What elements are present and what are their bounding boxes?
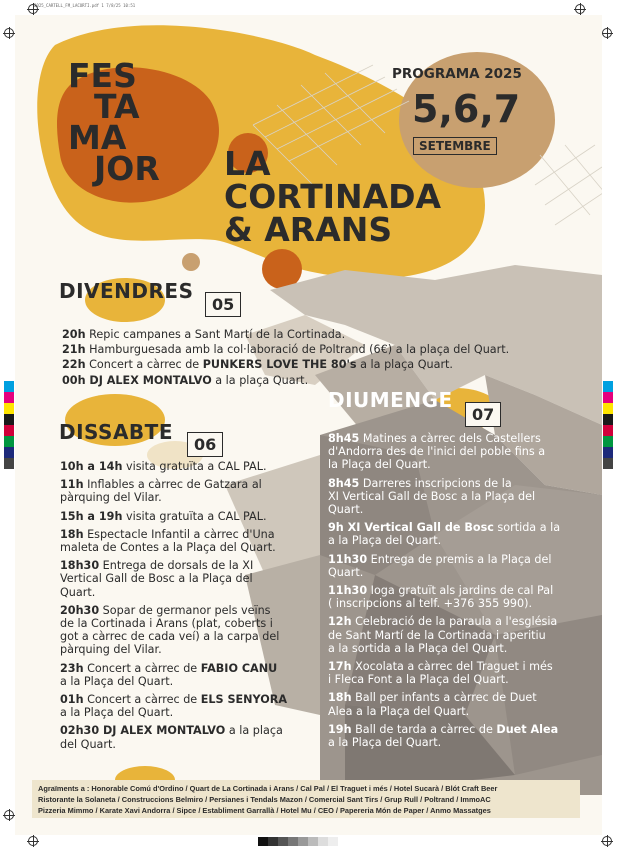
list-item: 11h Inflables a càrrec de Gatzara al pàrquing del Vilar. [60,478,262,505]
registration-mark-icon [28,4,38,14]
list-item: 8h45 Darreres inscripcions de la XI Vertical Gall de Bosc a la Plaça del Quart. [328,476,536,517]
saturday-events [60,460,310,751]
friday-day-box: 05 [205,292,241,317]
list-item: 01h Concert a càrrec de ELS SENYORA a la Plaça del Quart. [60,693,288,720]
print-slug: 2025_CARTELL_FM_LACORTI.pdf 1 7/8/25 10:51 [34,3,136,8]
list-item: 20h Repic campanes a Sant Martí de la Cortinada. [62,328,346,341]
programa-label: PROGRAMA 2025 [392,66,522,82]
list-item: 02h30 DJ ALEX MONTALVO a la plaça del Quart. [60,724,283,751]
list-item: 19h Ball de tarda a càrrec de Duet Alea a la Plaça del Quart. [328,722,559,750]
list-item: 11h30 Ioga gratuït als jardins de cal Pal ( inscripcions al telf. +376 355 990). [328,584,554,611]
list-item: 21h Hamburguesada amb la col·laboració de Poltrand (6€) a la plaça del Quart. [62,343,510,357]
sunday-events [328,432,590,749]
festival-dates: 5,6,7 [412,87,521,131]
festa-major-title: FES TA MA JOR [68,56,160,188]
friday-events [62,328,562,387]
footer-line: Agraïments a : Honorable Comú d'Ordino / Quart de La Cortinada i Arans / Cal Pal / El Traguet i més / Hotel Sucarà / Blót Craft Beer [38,784,498,793]
list-item: 17h Xocolata a càrrec del Traguet i més i Fleca Font a la Plaça del Quart. [328,660,553,687]
list-item: 20h30 Sopar de germanor pels veïns de la Cortinada i Arans (plat, coberts i got a càrrec de cada veí) a la carpa del pàrquing del Vilar. [60,603,280,657]
registration-mark-icon [602,836,612,846]
list-item: 18h Espectacle Infantil a càrrec d'Una maleta de Contes a la Plaça del Quart. [60,527,276,555]
sunday-heading: DIUMENGE [328,388,453,412]
friday-heading: DIVENDRES [59,279,194,303]
registration-mark-icon [4,810,14,820]
list-item: 10h a 14h visita gratuïta a CAL PAL. [60,460,267,473]
list-item: 00h DJ ALEX MONTALVO a la plaça Quart. [62,373,309,387]
list-item: 18h30 Entrega de dorsals de la XI Vertical Gall de Bosc a la Plaça del Quart. [60,559,254,599]
list-item: 23h Concert a càrrec de FABIO CANU a la Plaça del Quart. [60,661,278,688]
registration-mark-icon [575,4,585,14]
footer-line: Pizzeria Mimmo / Karate Xavi Andorra / Sipce / Establiment Garrallà / Hotel Mu / CEO / Papereria Món de Paper / Anmo Massatges [38,806,491,816]
month-box: SETEMBRE [413,137,497,155]
town-title: LA CORTINADA & ARANS [224,144,442,249]
list-item: 12h Celebració de la paraula a l'església de Sant Martí de la Cortinada i aperitiu a la sortida a la Plaça del Quart. [328,615,558,655]
registration-mark-icon [28,836,38,846]
list-item: 18h Ball per infants a càrrec de Duet Alea a la Plaça del Quart. [328,691,537,718]
footer-line: Ristorante la Solaneta / Construccions Belmiro / Persianes i Tendals Mazon / Comercial Sant Tirs / Grup Rull / Poltrand / ImmoAC [38,795,491,805]
list-item: 11h30 Entrega de premis a la Plaça del Quart. [328,552,552,579]
registration-mark-icon [602,28,612,38]
saturday-day-box: 06 [187,432,223,457]
sunday-day-box: 07 [465,402,501,427]
acknowledgements-footer [32,780,580,818]
list-item: 9h XI Vertical Gall de Bosc sortida a la a la Plaça del Quart. [328,521,561,548]
list-item: 15h a 19h visita gratuïta a CAL PAL. [60,509,267,523]
saturday-heading: DISSABTE [59,420,173,444]
list-item: 22h Concert a càrrec de PUNKERS LOVE THE 80's a la plaça Quart. [62,358,453,372]
list-item: 8h45 Matines a càrrec dels Castellers d'Andorra des de l'inici del poble fins a la Plaça del Quart. [328,432,546,472]
registration-mark-icon [4,28,14,38]
poster [15,15,602,835]
